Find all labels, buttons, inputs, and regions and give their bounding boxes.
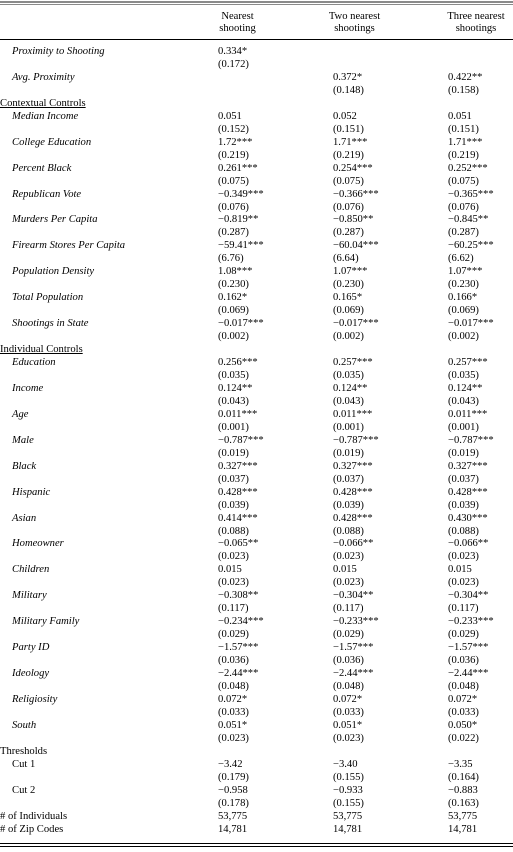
table-row: [0, 693, 513, 706]
standard-error-row: [0, 304, 513, 317]
row-label: Black: [12, 460, 37, 472]
standard-error-row: [0, 226, 513, 239]
cell-col-3: (0.019): [448, 447, 479, 459]
row-label: Median Income: [12, 110, 79, 122]
table-row: [0, 188, 513, 201]
cell-col-3: −2.44***: [448, 668, 489, 680]
cell-col-2: (0.151): [333, 123, 364, 135]
table-row: [0, 758, 513, 771]
cell-col-2: (0.076): [333, 201, 364, 213]
cell-col-3: −0.066**: [448, 538, 489, 550]
cell-col-1: 53,775: [218, 810, 248, 822]
cell-col-2: −0.787***: [333, 434, 379, 446]
table-row: [0, 356, 513, 369]
standard-error-row: [0, 771, 513, 784]
cell-col-2: (6.64): [333, 253, 359, 265]
row-label: Age: [12, 408, 29, 420]
table-row: [0, 162, 513, 175]
column-header-three-nearest: Three nearest shootings: [447, 11, 505, 34]
cell-col-3: (0.037): [448, 473, 479, 485]
cell-col-2: (0.039): [333, 499, 364, 511]
cell-col-1: −0.308**: [218, 590, 259, 602]
cell-col-1: (0.019): [218, 447, 249, 459]
cell-col-1: (0.039): [218, 499, 249, 511]
cell-col-2: 0.124**: [333, 382, 368, 394]
cell-col-2: −0.233***: [333, 616, 379, 628]
cell-col-2: (0.023): [333, 732, 364, 744]
cell-col-2: −60.04***: [333, 240, 379, 252]
cell-col-2: (0.069): [333, 305, 364, 317]
cell-col-2: 0.165*: [333, 292, 363, 304]
standard-error-row: [0, 680, 513, 693]
cell-col-1: (0.023): [218, 551, 249, 563]
standard-error-row: [0, 175, 513, 188]
cell-col-2: (0.035): [333, 370, 364, 381]
cell-col-2: 0.011***: [333, 408, 373, 420]
cell-col-3: 14,781: [448, 823, 478, 835]
cell-col-3: 1.07***: [448, 266, 483, 278]
cell-col-2: 0.257***: [333, 357, 373, 369]
cell-col-3: 0.422**: [448, 71, 483, 83]
table-row: [0, 291, 513, 304]
cell-col-2: (0.088): [333, 525, 364, 537]
cell-col-3: 0.257***: [448, 357, 488, 369]
cell-col-2: (0.023): [333, 551, 364, 563]
row-label: Total Population: [12, 292, 84, 304]
cell-col-3: −0.883: [448, 784, 478, 796]
cell-col-2: 0.015: [333, 564, 357, 576]
cell-col-1: −1.57***: [218, 642, 259, 654]
table-row: [0, 784, 513, 797]
standard-error-row: [0, 602, 513, 615]
cell-col-3: (0.043): [448, 395, 479, 407]
cell-col-3: −0.365***: [448, 188, 494, 200]
table-row: [0, 810, 513, 823]
cell-col-1: (0.152): [218, 123, 249, 135]
cell-col-3: 0.011***: [448, 408, 488, 420]
cell-col-1: −3.42: [218, 758, 243, 770]
cell-col-2: 0.428***: [333, 486, 373, 498]
cell-col-2: −1.57***: [333, 642, 374, 654]
cell-col-1: (0.035): [218, 370, 249, 381]
row-label: Shootings in State: [12, 318, 89, 330]
cell-col-1: (0.029): [218, 629, 249, 641]
cell-col-1: −59.41***: [218, 240, 264, 252]
cell-col-3: −0.304**: [448, 590, 489, 602]
row-label: Murders Per Capita: [12, 214, 98, 226]
cell-col-1: 0.072*: [218, 694, 248, 705]
cell-col-3: (0.029): [448, 629, 479, 641]
cell-col-2: (0.019): [333, 447, 364, 459]
standard-error-row: [0, 550, 513, 563]
table-row: [0, 641, 513, 654]
cell-col-1: 0.051*: [218, 719, 248, 731]
row-label: Education: [12, 357, 56, 369]
cell-col-2: −3.40: [333, 758, 358, 770]
table-row: [0, 434, 513, 447]
cell-col-1: (0.117): [218, 603, 249, 615]
standard-error-row: [0, 499, 513, 512]
row-label: Ideology: [12, 668, 50, 680]
cell-col-1: 14,781: [218, 823, 248, 835]
cell-col-1: −0.234***: [218, 616, 264, 628]
cell-col-3: (0.219): [448, 149, 479, 161]
row-label: # of Individuals: [0, 810, 68, 822]
cell-col-2: −0.017***: [333, 318, 379, 330]
cell-col-2: (0.230): [333, 279, 364, 291]
cell-col-3: (0.035): [448, 370, 479, 381]
row-label: Homeowner: [12, 538, 64, 550]
cell-col-1: 0.011***: [218, 408, 258, 420]
row-label: South: [12, 719, 37, 731]
cell-col-1: −0.958: [218, 784, 248, 796]
cell-col-3: (0.022): [448, 732, 479, 744]
table-row: [0, 45, 513, 58]
cell-col-3: 0.050*: [448, 719, 478, 731]
cell-col-1: (0.230): [218, 279, 249, 291]
column-header-nearest: Nearest shooting: [219, 11, 256, 34]
table-row: [0, 382, 513, 395]
cell-col-2: 53,775: [333, 810, 363, 822]
cell-col-2: 0.428***: [333, 512, 373, 524]
cell-col-2: 0.051*: [333, 719, 363, 731]
cell-col-1: 0.428***: [218, 486, 258, 498]
row-label: Military: [12, 590, 47, 602]
cell-col-1: 0.261***: [218, 162, 258, 174]
cell-col-3: −60.25***: [448, 240, 494, 252]
cell-col-3: 1.71***: [448, 136, 483, 148]
cell-col-2: 0.254***: [333, 162, 373, 174]
cell-col-1: (0.002): [218, 331, 249, 343]
cell-col-3: (0.069): [448, 305, 479, 317]
standard-error-row: [0, 58, 513, 71]
cell-col-1: 0.327***: [218, 460, 258, 472]
cell-col-1: (0.069): [218, 305, 249, 317]
cell-col-2: 1.07***: [333, 266, 368, 278]
cell-col-1: (0.076): [218, 201, 249, 213]
table-row: [0, 213, 513, 226]
bottom-rule-outer: [0, 846, 513, 847]
cell-col-3: (0.163): [448, 797, 479, 809]
standard-error-row: [0, 732, 513, 745]
cell-col-1: (0.219): [218, 149, 249, 161]
cell-col-2: (0.002): [333, 331, 364, 343]
cell-col-2: 0.072*: [333, 694, 363, 705]
cell-col-3: 0.430***: [448, 512, 488, 524]
cell-col-3: (0.075): [448, 175, 479, 187]
cell-col-2: −0.304**: [333, 590, 374, 602]
row-label: Percent Black: [12, 162, 72, 174]
cell-col-3: 0.051: [448, 110, 472, 122]
standard-error-row: [0, 628, 513, 641]
cell-col-3: (0.033): [448, 706, 479, 718]
cell-col-3: 0.252***: [448, 162, 488, 174]
cell-col-3: (0.158): [448, 84, 479, 96]
cell-col-1: (0.178): [218, 797, 249, 809]
table-row: [0, 537, 513, 550]
standard-error-row: [0, 447, 513, 460]
table-row: [0, 408, 513, 421]
section-header-row: [0, 97, 513, 110]
table-row: [0, 615, 513, 628]
row-label: Children: [12, 564, 50, 576]
cell-col-1: (0.287): [218, 227, 249, 239]
cell-col-2: (0.287): [333, 227, 364, 239]
row-label: Cut 1: [12, 758, 36, 770]
table-row: [0, 823, 513, 836]
cell-col-1: (0.088): [218, 525, 249, 537]
cell-col-3: 0.124**: [448, 382, 483, 394]
table-row: [0, 667, 513, 680]
standard-error-row: [0, 395, 513, 408]
cell-col-3: −3.35: [448, 758, 473, 770]
cell-col-2: −0.850**: [333, 214, 374, 226]
standard-error-row: [0, 278, 513, 291]
cell-col-3: (0.023): [448, 577, 479, 589]
table-row: [0, 719, 513, 732]
row-label: Military Family: [12, 616, 80, 628]
cell-col-3: (0.039): [448, 499, 479, 511]
row-label: Firearm Stores Per Capita: [12, 240, 126, 252]
cell-col-2: (0.036): [333, 655, 364, 667]
section-label: Contextual Controls: [0, 97, 86, 109]
cell-col-1: 0.051: [218, 110, 242, 122]
cell-col-1: (0.048): [218, 681, 249, 693]
cell-col-3: (0.036): [448, 655, 479, 667]
cell-col-1: −0.349***: [218, 188, 264, 200]
cell-col-1: (0.033): [218, 706, 249, 718]
cell-col-3: (0.001): [448, 421, 479, 433]
cell-col-2: (0.219): [333, 149, 364, 161]
table-row: [0, 239, 513, 252]
cell-col-3: 0.166*: [448, 292, 478, 304]
table-row: [0, 317, 513, 330]
row-label: Cut 2: [12, 784, 36, 796]
cell-col-2: 0.372*: [333, 71, 363, 83]
table-row: [0, 71, 513, 84]
cell-col-1: −0.065**: [218, 538, 259, 550]
row-label: # of Zip Codes: [0, 823, 64, 835]
cell-col-1: (0.036): [218, 655, 249, 667]
cell-col-3: 53,775: [448, 810, 478, 822]
cell-col-3: (0.151): [448, 123, 479, 135]
section-header-row: [0, 343, 513, 356]
cell-col-3: −0.017***: [448, 318, 494, 330]
row-label: Hispanic: [12, 486, 51, 498]
cell-col-2: 0.327***: [333, 460, 373, 472]
table-row: [0, 563, 513, 576]
cell-col-3: −0.233***: [448, 616, 494, 628]
standard-error-row: [0, 149, 513, 162]
standard-error-row: [0, 525, 513, 538]
cell-col-1: 0.124**: [218, 382, 253, 394]
table-row: [0, 589, 513, 602]
cell-col-1: 1.08***: [218, 266, 253, 278]
cell-col-3: 0.428***: [448, 486, 488, 498]
row-label: Proximity to Shooting: [12, 46, 105, 57]
cell-col-3: −0.787***: [448, 434, 494, 446]
cell-col-2: (0.033): [333, 706, 364, 718]
cell-col-1: (0.172): [218, 58, 249, 70]
standard-error-row: [0, 576, 513, 589]
cell-col-3: 0.327***: [448, 460, 488, 472]
cell-col-3: (0.076): [448, 201, 479, 213]
cell-col-1: 0.414***: [218, 512, 258, 524]
standard-error-row: [0, 123, 513, 136]
cell-col-1: (0.043): [218, 395, 249, 407]
cell-col-1: (0.075): [218, 175, 249, 187]
cell-col-1: 0.334*: [218, 46, 248, 57]
row-label: Avg. Proximity: [12, 71, 75, 83]
row-label: Republican Vote: [12, 188, 82, 200]
cell-col-2: 0.052: [333, 110, 357, 122]
cell-col-3: (0.002): [448, 331, 479, 343]
table-row: [0, 265, 513, 278]
cell-col-1: (0.179): [218, 771, 249, 783]
table-row: [0, 460, 513, 473]
cell-col-1: −2.44***: [218, 668, 259, 680]
column-header-two-nearest: Two nearest shootings: [328, 11, 381, 34]
cell-col-2: (0.043): [333, 395, 364, 407]
cell-col-1: (0.023): [218, 577, 249, 589]
cell-col-3: 0.015: [448, 564, 472, 576]
cell-col-1: −0.787***: [218, 434, 264, 446]
cell-col-2: −0.366***: [333, 188, 379, 200]
table-row: [0, 110, 513, 123]
cell-col-2: (0.048): [333, 681, 364, 693]
cell-col-1: (6.76): [218, 253, 244, 265]
cell-col-2: (0.148): [333, 84, 364, 96]
standard-error-row: [0, 201, 513, 214]
standard-error-row: [0, 706, 513, 719]
row-label: Asian: [12, 512, 37, 524]
cell-col-3: (0.023): [448, 551, 479, 563]
cell-col-3: (0.117): [448, 603, 479, 615]
cell-col-1: (0.023): [218, 732, 249, 744]
cell-col-3: (6.62): [448, 253, 474, 265]
cell-col-2: (0.155): [333, 797, 364, 809]
standard-error-row: [0, 330, 513, 343]
cell-col-2: 14,781: [333, 823, 363, 835]
cell-col-1: −0.017***: [218, 318, 264, 330]
cell-col-2: (0.155): [333, 771, 364, 783]
cell-col-2: (0.075): [333, 175, 364, 187]
standard-error-row: [0, 473, 513, 486]
row-label: Male: [12, 434, 34, 446]
standard-error-row: [0, 654, 513, 667]
cell-col-2: −0.066**: [333, 538, 374, 550]
cell-col-3: (0.287): [448, 227, 479, 239]
section-label: Individual Controls: [0, 344, 83, 356]
cell-col-1: 1.72***: [218, 136, 253, 148]
standard-error-row: [0, 252, 513, 265]
table-row: [0, 486, 513, 499]
row-label: College Education: [12, 136, 92, 148]
cell-col-2: (0.023): [333, 577, 364, 589]
cell-col-2: 1.71***: [333, 136, 368, 148]
cell-col-2: −2.44***: [333, 668, 374, 680]
cell-col-1: (0.037): [218, 473, 249, 485]
row-label: Party ID: [12, 642, 50, 654]
cell-col-3: −0.845**: [448, 214, 489, 226]
standard-error-row: [0, 797, 513, 810]
cell-col-2: (0.037): [333, 473, 364, 485]
cell-col-3: (0.164): [448, 771, 479, 783]
row-label: Population Density: [12, 266, 95, 278]
row-label: Thresholds: [0, 745, 48, 757]
cell-col-2: (0.117): [333, 603, 364, 615]
cell-col-3: −1.57***: [448, 642, 489, 654]
cell-col-1: 0.015: [218, 564, 242, 576]
table-row: [0, 512, 513, 525]
cell-col-1: (0.001): [218, 421, 249, 433]
cell-col-2: (0.029): [333, 629, 364, 641]
cell-col-1: 0.162*: [218, 292, 248, 304]
standard-error-row: [0, 369, 513, 382]
bottom-rule: [0, 843, 513, 844]
row-label: Income: [12, 382, 44, 394]
cell-col-1: −0.819**: [218, 214, 259, 226]
cell-col-2: −0.933: [333, 784, 363, 796]
row-label: Religiosity: [12, 694, 58, 705]
cell-col-3: (0.048): [448, 681, 479, 693]
table-row: [0, 136, 513, 149]
cell-col-3: 0.072*: [448, 694, 478, 705]
standard-error-row: [0, 421, 513, 434]
cell-col-3: (0.230): [448, 279, 479, 291]
cell-col-1: 0.256***: [218, 357, 258, 369]
cell-col-2: (0.001): [333, 421, 364, 433]
table-row: [0, 745, 513, 758]
standard-error-row: [0, 84, 513, 97]
cell-col-3: (0.088): [448, 525, 479, 537]
